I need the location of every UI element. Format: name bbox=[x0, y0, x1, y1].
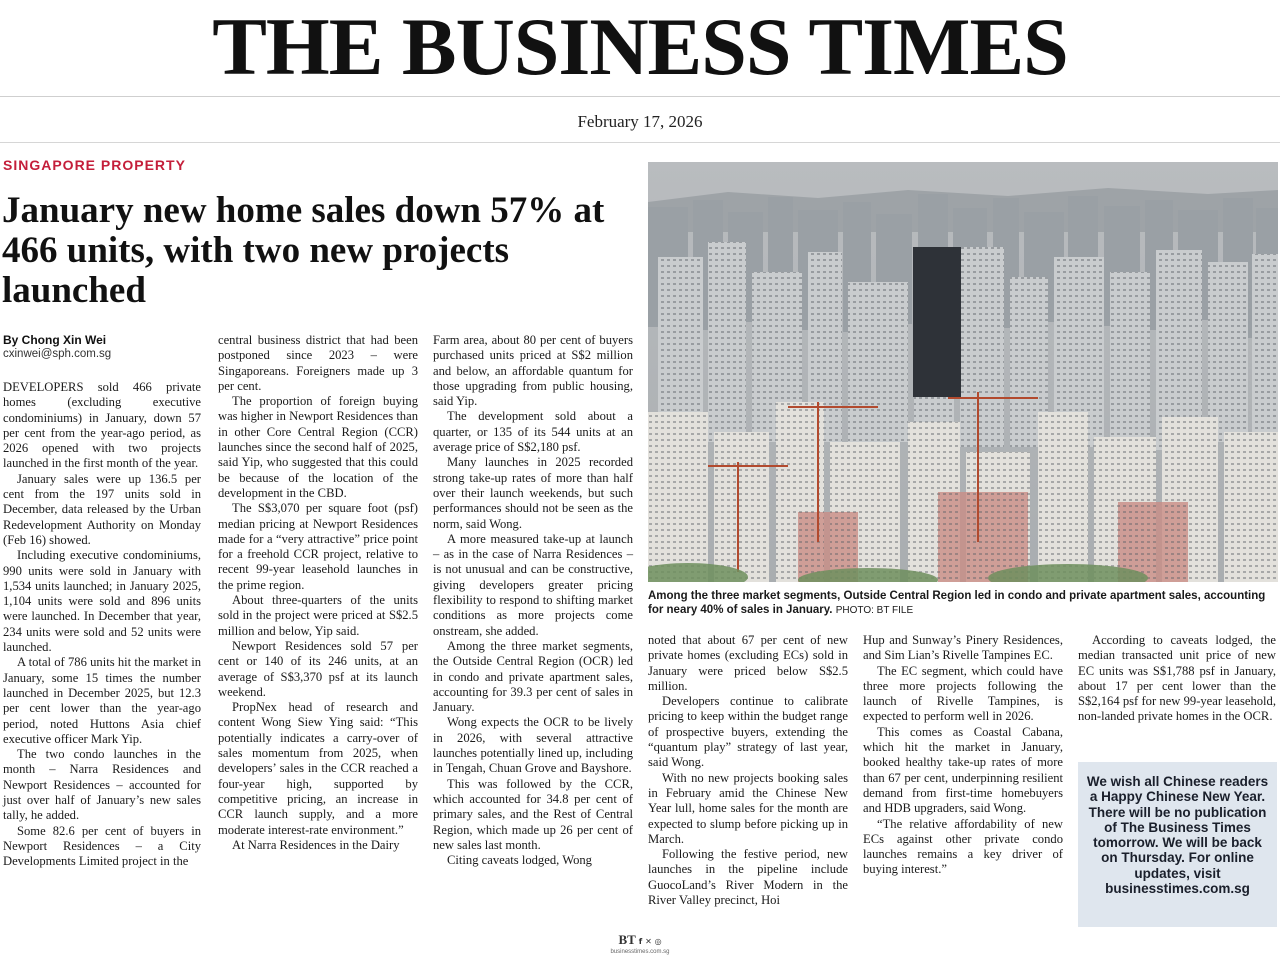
masthead-rule bbox=[0, 96, 1280, 97]
paragraph: According to caveats lodged, the median transacted unit price of new EC units was S$1,788 psf in January, about 17 per cent lower than the S$2,164 psf for new 99-year leasehold, non-landed private homes in the OCR. bbox=[1078, 633, 1276, 724]
byline: By Chong Xin Wei bbox=[3, 333, 107, 347]
bt-logo: BT bbox=[618, 932, 636, 947]
article-column-3 bbox=[433, 333, 633, 868]
paragraph: Citing caveats lodged, Wong bbox=[447, 853, 592, 868]
city-skyline-photo bbox=[648, 162, 1278, 582]
paragraph: “The relative affordability of new ECs against other private condo launches remains a key driver of buying interest.” bbox=[863, 816, 1063, 877]
article-column-1 bbox=[3, 380, 201, 870]
paragraph: Developers continue to calibrate pricing to keep within the budget range of prospective buyers, extending the “quantum play” strategy of last year, said Wong. bbox=[648, 694, 848, 770]
paragraph: Farm area, about 80 per cent of buyers purchased units priced at S$2 million and below, an affordable quantum for those upgrading from public housing, said Yip. bbox=[433, 333, 633, 409]
article-column-5 bbox=[863, 633, 1063, 878]
author-email[interactable]: cxinwei@sph.com.sg bbox=[3, 348, 112, 360]
paragraph: Including executive condominiums, 990 units were sold in January with 1,534 units launched; in January 2025, 1,104 units were sold and 896 units were launched. In December that year, 234 units were sold and 52 units were launched. bbox=[3, 548, 201, 655]
paragraph: The two condo launches in the month – Narra Residences and Newport Residences – accounted for just over half of January’s new sales tally, he added. bbox=[3, 747, 201, 823]
x-icon[interactable]: ✕ bbox=[645, 937, 652, 946]
paragraph: A total of 786 units hit the market in January, some 15 times the number launched in December 2025, but 12.3 per cent lower than the year-ago period, noted Huttons Asia chief executive officer Mark Yip. bbox=[3, 655, 201, 746]
issue-date: February 17, 2026 bbox=[577, 112, 703, 131]
holiday-notice: We wish all Chinese readers a Happy Chinese New Year. There will be no publication of The Business Times tomorrow. We will be back on Thursday. For online updates, visit businesstimes.com.sg bbox=[1078, 762, 1277, 927]
photo-credit: PHOTO: BT FILE bbox=[835, 604, 914, 616]
article-column-6 bbox=[1078, 633, 1276, 725]
paragraph: The development sold about a quarter, or 135 of its 544 units at an average price of S$2,180 psf. bbox=[433, 409, 633, 455]
paragraph: This was followed by the CCR, which accounted for 34.8 per cent of primary sales, and the Rest of Central Region, which made up 26 per cent of new sales last month. bbox=[433, 776, 633, 852]
paragraph: Hup and Sunway’s Pinery Residences, and Sim Lian’s Rivelle Tampines EC. bbox=[863, 633, 1063, 663]
paragraph: PropNex head of research and content Wong Siew Ying said: “This potentially indicates a carry-over of sales momentum from 2025, when developers’ sales in the CCR reached a four-year high, supported by competitive pricing, an increase in CCR launch supply, and a more moderate interest-rate environment.” bbox=[218, 700, 418, 837]
paragraph: At Narra Residences in the Dairy bbox=[232, 837, 400, 852]
paragraph: The S$3,070 per square foot (psf) median pricing at Newport Residences made for a “very attractive” price point for a freehold CCR project, relative to recent 99-year leasehold launches in the prime region. bbox=[218, 501, 418, 592]
paragraph: Following the festive period, new launches in the pipeline include GuocoLand’s River Modern in the River Valley precinct, Hoi bbox=[648, 847, 848, 908]
paragraph: Among the three market segments, the Outside Central Region (OCR) led in condo and private apartment sales, accounting for 39.3 per cent of sales in January. bbox=[433, 638, 633, 715]
paragraph: The EC segment, which could have three more projects following the launch of Rivelle Tampines, is expected to perform well in 2026. bbox=[863, 663, 1063, 724]
date-rule bbox=[0, 142, 1280, 143]
paragraph: Newport Residences sold 57 per cent or 140 of its 246 units, at an average of S$3,370 psf at its launch weekend. bbox=[218, 638, 418, 699]
photo-caption bbox=[648, 590, 1276, 617]
paragraph: The proportion of foreign buying was higher in Newport Residences than in other Core Central Region (CCR) launches since the second half of 2025, said Yip, who suggested that this could be because of the location of the development in the CBD. bbox=[218, 394, 418, 500]
instagram-icon[interactable]: ◎ bbox=[654, 937, 662, 946]
facebook-icon[interactable]: f bbox=[638, 937, 643, 946]
masthead: THE BUSINESS TIMES bbox=[212, 1, 1068, 92]
paragraph: About three-quarters of the units sold in the project were priced at S$2.5 million and below, Yip said. bbox=[218, 593, 418, 638]
footer-logo bbox=[610, 932, 670, 948]
article-column-2 bbox=[218, 333, 418, 853]
paragraph: A more measured take-up at launch – as in the case of Narra Residences – is not unusual and can be constructive, giving developers greater pricing flexibility to respond to shifting market conditions as more projects come onstream, she added. bbox=[433, 531, 633, 638]
section-label: SINGAPORE PROPERTY bbox=[3, 157, 186, 173]
paragraph: DEVELOPERS sold 466 private homes (excluding executive condominiums) in January, down 57 per cent from the year-ago period, as 2026 opened with two projects launched in the first month of the year. bbox=[3, 380, 201, 471]
paragraph: Some 82.6 per cent of buyers in Newport Residences – a City Developments Limited project in the bbox=[3, 823, 201, 869]
paragraph: January sales were up 136.5 per cent from the 197 units sold in December, data released by the Urban Redevelopment Authority on Monday (Feb 16) showed. bbox=[3, 471, 201, 547]
paragraph: This comes as Coastal Cabana, which hit the market in January, booked healthy take-up rates of more than 67 per cent, underpinning resilient demand from first-time homebuyers and HDB upgraders, said Wong. bbox=[863, 724, 1063, 816]
paragraph: Wong expects the OCR to be lively in 2026, with several attractive launches potentially lined up, including in Tengah, Chuan Grove and Bayshore. bbox=[433, 715, 633, 776]
article-column-4 bbox=[648, 633, 848, 908]
footer-url[interactable]: businesstimes.com.sg bbox=[610, 949, 670, 955]
caption-text: Among the three market segments, Outside Central Region led in condo and private apartment sales, accounting for neary 40% of sales in January. bbox=[648, 590, 1266, 616]
paragraph: central business district that had been postponed since 2023 – were Singaporeans. Foreigners made up 3 per cent. bbox=[218, 333, 418, 393]
headline: January new home sales down 57% at 466 units, with two new projects launched bbox=[2, 190, 605, 311]
paragraph: noted that about 67 per cent of new private homes (excluding ECs) sold in January were priced below S$2.5 million. bbox=[648, 633, 848, 693]
paragraph: Many launches in 2025 recorded strong take-up rates of more than half over their launch weekends, but such performances should not be seen as the norm, said Wong. bbox=[433, 455, 633, 531]
paragraph: With no new projects booking sales in February amid the Chinese New Year lull, home sales for the month are expected to slump before picking up in March. bbox=[648, 770, 848, 846]
